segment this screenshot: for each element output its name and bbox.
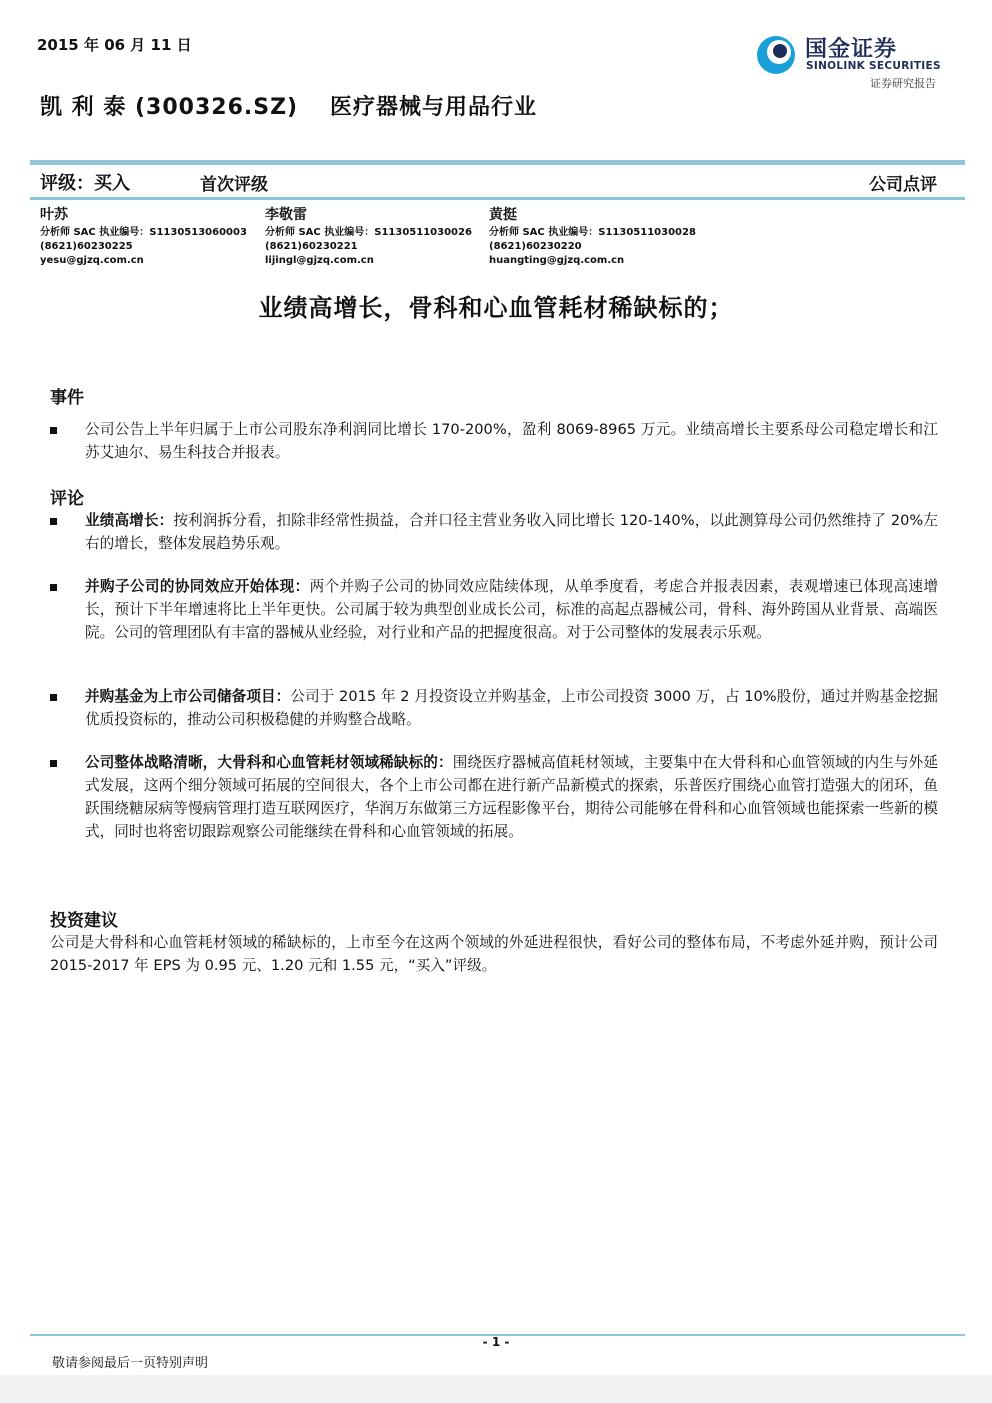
comment-lead: 并购子公司的协同效应开始体现： <box>85 578 310 595</box>
report-type-label: 公司点评 <box>869 175 937 195</box>
bullet-square-icon <box>50 518 57 525</box>
analyst-email[interactable]: yesu@gjzq.com.cn <box>40 255 144 266</box>
comment-lead: 公司整体战略清晰，大骨科和心血管耗材领域稀缺标的： <box>85 754 453 771</box>
logo-subtitle: 证券研究报告 <box>870 77 936 90</box>
analyst-name: 黄挺 <box>489 207 517 223</box>
logo-cn-text: 国金证券 <box>805 37 898 62</box>
comment-item <box>50 751 938 843</box>
first-rating-label: 首次评级 <box>200 175 268 195</box>
analyst-phone: (8621)60230221 <box>265 241 358 252</box>
top-divider <box>30 160 965 165</box>
bullet-square-icon <box>50 584 57 591</box>
comment-item <box>50 575 938 644</box>
bullet-square-icon <box>50 760 57 767</box>
bullet-square-icon <box>50 427 57 434</box>
comment-lead: 业绩高增长： <box>85 512 174 529</box>
bullet-square-icon <box>50 694 57 701</box>
analyst-email[interactable]: huangting@gjzq.com.cn <box>489 255 625 266</box>
footer-strip <box>0 1375 992 1403</box>
analyst-phone: (8621)60230220 <box>489 241 582 252</box>
analyst-sac: 分析师 SAC 执业编号：S1130513060003 <box>40 227 247 238</box>
report-headline: 业绩高增长，骨科和心血管耗材稀缺标的； <box>258 294 734 322</box>
sinolink-logo-icon <box>755 34 797 76</box>
comment-text: 两个并购子公司的协同效应陆续体现，从单季度看，考虑合并报表因素，表观增速已体现高速增长，预计下半年增速将比上半年更快。公司属于较为典型创业成长公司，标准的高起点器械公司，骨科、海外跨国从业背景、高端医院。公司的管理团队有丰富的器械从业经验，对行业和产品的把握度很高。对于公司整体的发展表示乐观。 <box>85 578 938 641</box>
analyst-sac: 分析师 SAC 执业编号：S1130511030028 <box>489 227 696 238</box>
comment-item <box>50 509 938 555</box>
rating-label: 评级：买入 <box>40 173 130 194</box>
sinolink-logo <box>755 30 945 90</box>
analyst-block <box>40 208 270 268</box>
logo-en-text: SINOLINK SECURITIES <box>806 60 941 72</box>
analyst-sac: 分析师 SAC 执业编号：S1130511030026 <box>265 227 472 238</box>
event-item <box>50 418 938 464</box>
company-name: 凯 利 泰 (300326.SZ) <box>40 95 299 120</box>
analyst-block <box>265 208 495 268</box>
rating-divider <box>30 197 965 200</box>
analyst-name: 叶苏 <box>40 207 68 223</box>
report-date: 2015 年 06 月 11 日 <box>37 36 192 54</box>
section-title-advice: 投资建议 <box>50 911 118 931</box>
analyst-phone: (8621)60230225 <box>40 241 133 252</box>
analyst-name: 李敬雷 <box>265 207 307 223</box>
section-title-event: 事件 <box>50 388 84 408</box>
disclaimer-note: 敬请参阅最后一页特别声明 <box>52 1356 209 1371</box>
advice-text: 公司是大骨科和心血管耗材领域的稀缺标的，上市至今在这两个领域的外延进程很快，看好公司的整体布局，不考虑外延并购，预计公司 2015-2017 年 EPS 为 0.95 元、1.20 元和 1.55 元，“买入”评级。 <box>50 934 938 974</box>
analyst-email[interactable]: lijingl@gjzq.com.cn <box>265 255 374 266</box>
analyst-block <box>489 208 719 268</box>
comment-text: 按利润拆分看，扣除非经常性损益，合并口径主营业务收入同比增长 120-140%，以此测算母公司仍然维持了 20%左右的增长，整体发展趋势乐观。 <box>85 512 938 552</box>
comment-lead: 并购基金为上市公司储备项目： <box>85 688 291 705</box>
section-title-comment: 评论 <box>50 489 84 509</box>
page-number: - 1 - <box>482 1335 510 1349</box>
comment-item <box>50 685 938 731</box>
event-text: 公司公告上半年归属于上市公司股东净利润同比增长 170-200%，盈利 8069-8965 万元。业绩高增长主要系母公司稳定增长和江苏艾迪尔、易生科技合并报表。 <box>85 421 938 461</box>
comment-text: 围绕医疗器械高值耗材领域，主要集中在大骨科和心血管领域的内生与外延式发展，这两个细分领域可拓展的空间很大，各个上市公司都在进行新产品新模式的探索，乐普医疗围绕心血管打造强大的闭环，鱼跃围绕糖尿病等慢病管理打造互联网医疗，华润万东做第三方远程影像平台，期待公司能够在骨科和心血管领域也能探索一些新的模式，同时也将密切跟踪观察公司能继续在骨科和心血管领域的拓展。 <box>85 754 938 840</box>
comment-text: 公司于 2015 年 2 月投资设立并购基金，上市公司投资 3000 万，占 10%股份，通过并购基金挖掘优质投资标的，推动公司积极稳健的并购整合战略。 <box>85 688 938 728</box>
industry-name: 医疗器械与用品行业 <box>330 95 538 120</box>
